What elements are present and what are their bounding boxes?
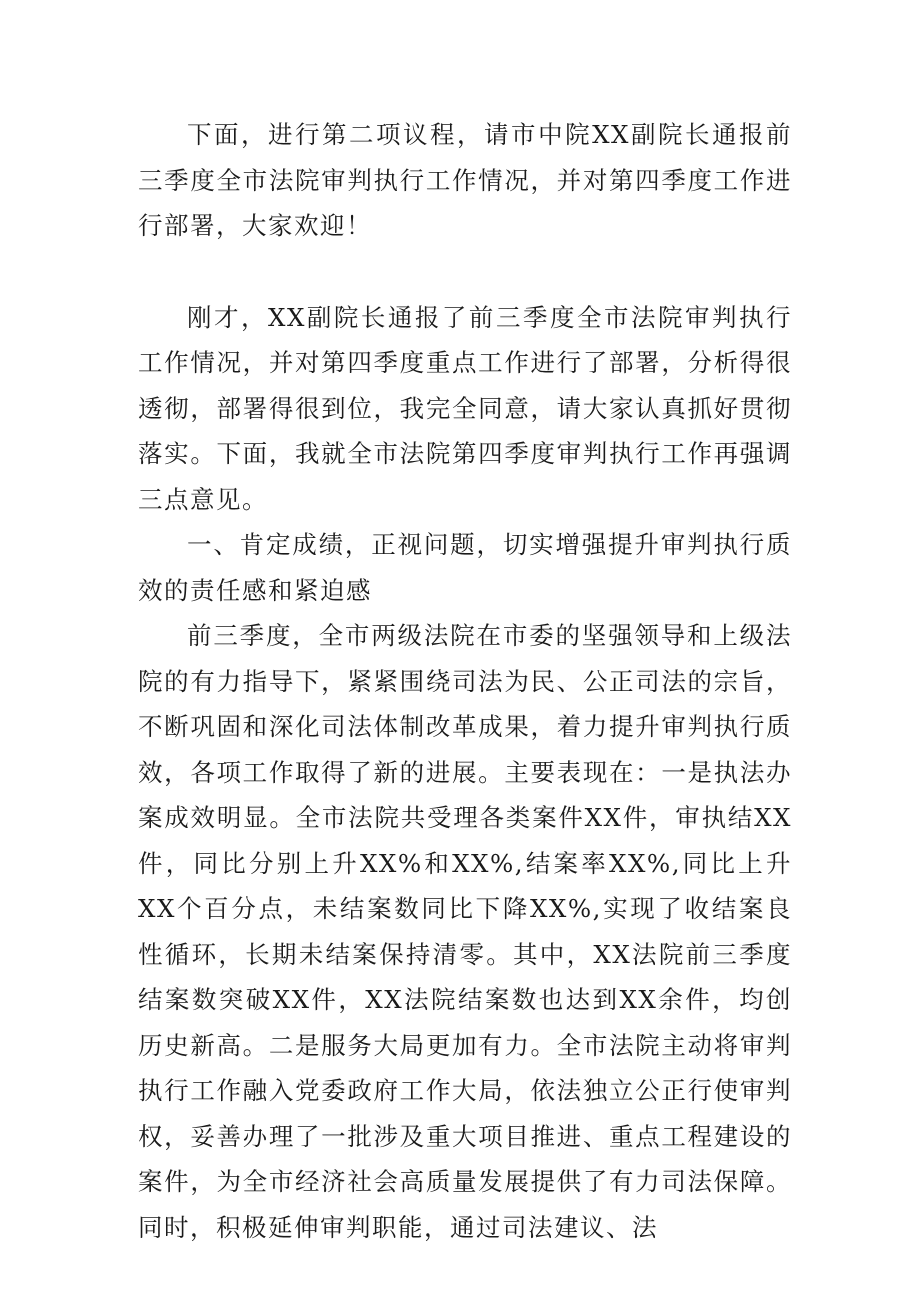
document-body <box>138 112 792 1250</box>
section-heading-one: 一、肯定成绩，正视问题，切实增强提升审判执行质效的责任感和紧迫感 <box>138 530 792 605</box>
paragraph-achievements: 前三季度，全市两级法院在市委的坚强领导和上级法院的有力指导下，紧紧围绕司法为民、公正司法的宗旨，不断巩固和深化司法体制改革成果，着力提升审判执行质效，各项工作取得了新的进展。主要表现在：一是执法办案成效明显。全市法院共受理各类案件XX件，审执结XX件，同比分别上升XX%和XX%,结案率XX%,同比上升XX个百分点，未结案数同比下降XX%,实现了收结案良性循环，长期未结案保持清零。其中，XX法院前三季度结案数突破XX件，XX法院结案数也达到XX余件，均创历史新高。二是服务大局更加有力。全市法院主动将审判执行工作融入党委政府工作大局，依法独立公正行使审判权，妥善办理了一批涉及重大项目推进、重点工程建设的案件，为全市经济社会高质量发展提供了有力司法保障。同时，积极延伸审判职能，通过司法建议、法 <box>138 621 792 1242</box>
paragraph-opening-remarks: 刚才，XX副院长通报了前三季度全市法院审判执行工作情况，并对第四季度重点工作进行了部署，分析得很透彻，部署得很到位，我完全同意，请大家认真抓好贯彻落实。下面，我就全市法院第四季度审判执行工作再强调三点意见。 <box>138 302 792 514</box>
paragraph-agenda-announcement: 下面，进行第二项议程，请市中院XX副院长通报前三季度全市法院审判执行工作情况，并对第四季度工作进行部署，大家欢迎！ <box>138 120 792 240</box>
paragraph-spacer <box>138 249 792 295</box>
